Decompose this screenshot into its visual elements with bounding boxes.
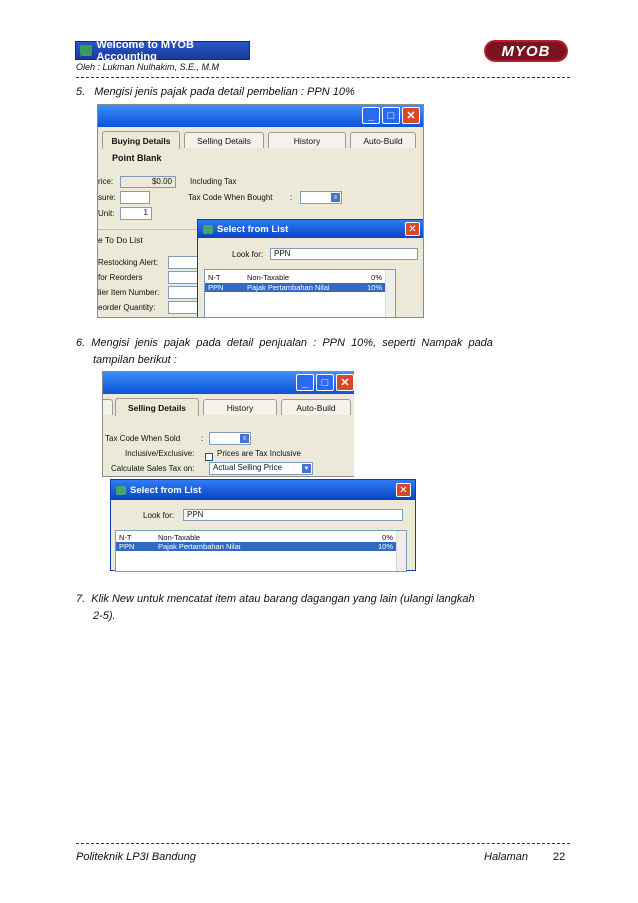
myob-welcome-banner [75,38,250,63]
reorder-qty-field[interactable] [168,301,198,314]
chevron-down-icon[interactable]: ▼ [303,465,310,472]
tax-code-sold-field[interactable] [209,432,251,445]
dialog-titlebar [111,480,415,500]
tax-code-bought-field[interactable] [300,191,342,204]
measure-field[interactable] [120,191,150,204]
reorder-qty-label: eorder Quantity: [98,303,156,312]
calc-sales-tax-label: Calculate Sales Tax on: [111,464,195,473]
list-item-selected[interactable]: PPN Pajak Pertambahan Nilai 10% [205,283,385,292]
calc-sales-tax-select[interactable]: Actual Selling Price ▼ [209,462,313,475]
tab-selling-details[interactable]: Selling Details [184,132,264,148]
reorders-field[interactable] [168,271,198,284]
step-7: 7. Klik New untuk mencatat item atau barang dagangan yang lain (ulangi langkah 2-5). [76,593,475,622]
unit-label: Unit: [98,209,115,218]
banner-text: Welcome to MYOB Accounting [96,38,194,63]
buying-details-screenshot [97,104,424,318]
header-divider [76,77,570,78]
list-scrollbar[interactable] [396,531,406,571]
look-for-input[interactable]: PPN [183,509,403,521]
list-item-selected[interactable]: PPN Pajak Pertambahan Nilai 10% [116,542,396,551]
tax-inclusive-label: Prices are Tax Inclusive [217,449,301,458]
maximize-button[interactable]: □ [382,107,400,124]
step-6: 6. Mengisi jenis pajak pada detail penjualan : PPN 10%, seperti Nampak pada tampilan berikut : [76,337,493,366]
tab-auto-build[interactable]: Auto-Build [350,132,416,148]
todo-list-title: e To Do List [98,235,143,245]
restocking-label: Restocking Alert: [98,258,159,267]
tax-code-sold-label: Tax Code When Sold [105,434,181,443]
look-for-label: Look for: [232,250,264,259]
tax-code-list[interactable] [115,530,407,572]
maximize-button[interactable]: □ [316,374,334,391]
tab-selling-details[interactable]: Selling Details [115,398,199,416]
select-from-list-dialog-2 [110,479,416,571]
supplier-item-label: lier Item Number: [98,288,160,297]
tab-auto-build[interactable]: Auto-Build [281,399,351,415]
tab-history[interactable]: History [268,132,346,148]
colon: : [290,193,293,202]
look-for-input[interactable]: PPN [270,248,418,260]
page-number: 22 [553,851,566,863]
list-scrollbar[interactable] [385,270,395,318]
colon: : [201,434,204,443]
price-label: rice: [98,177,114,186]
dialog-title: Select from List [217,223,289,235]
myob-logo: MYOB [484,40,568,62]
price-field[interactable]: $0.00 [120,176,176,188]
lookup-icon[interactable]: ≡ [331,193,340,202]
look-for-label: Look for: [143,511,175,520]
tab-history[interactable]: History [203,399,277,415]
myob-dialog-icon [116,486,126,495]
unit-field[interactable]: 1 [120,207,152,220]
item-name: Point Blank [112,153,162,163]
tab-partial[interactable] [102,399,113,415]
measure-label: sure: [98,193,116,202]
list-item[interactable]: N-T Non-Taxable 0% [208,273,382,282]
footer-divider [76,843,570,844]
close-button[interactable]: ✕ [336,374,354,391]
tax-code-list[interactable] [204,269,396,318]
lookup-icon[interactable]: ≡ [240,434,249,443]
restocking-field[interactable] [168,256,198,269]
footer-institution: Politeknik LP3I Bandung [76,851,196,863]
separator [98,229,198,230]
footer-page-label: Halaman [484,851,529,863]
dialog-title: Select from List [130,484,202,496]
close-button[interactable]: ✕ [402,107,420,124]
select-from-list-dialog [197,219,424,318]
step-5: 5. Mengisi jenis pajak pada detail pembelian : PPN 10% [76,86,355,98]
selling-details-screenshot [102,371,354,477]
supplier-item-field[interactable] [168,286,198,299]
author-line: Oleh : Lukman Nulhakim, S.E., M.M [76,62,220,72]
reorders-label: for Reorders [98,273,143,282]
list-item[interactable]: N-T Non-Taxable 0% [119,533,393,542]
dialog-close-button[interactable]: ✕ [405,222,420,236]
inclusive-exclusive-label: Inclusive/Exclusive: [125,449,195,458]
including-tax-label: Including Tax [190,177,237,186]
myob-app-icon [80,45,92,56]
dialog-close-button[interactable]: ✕ [396,483,411,497]
minimize-button[interactable]: _ [362,107,380,124]
minimize-button[interactable]: _ [296,374,314,391]
dialog-titlebar [198,220,424,238]
tax-code-bought-label: Tax Code When Bought [188,193,273,202]
tab-buying-details[interactable]: Buying Details [102,131,180,149]
myob-dialog-icon [203,225,213,234]
